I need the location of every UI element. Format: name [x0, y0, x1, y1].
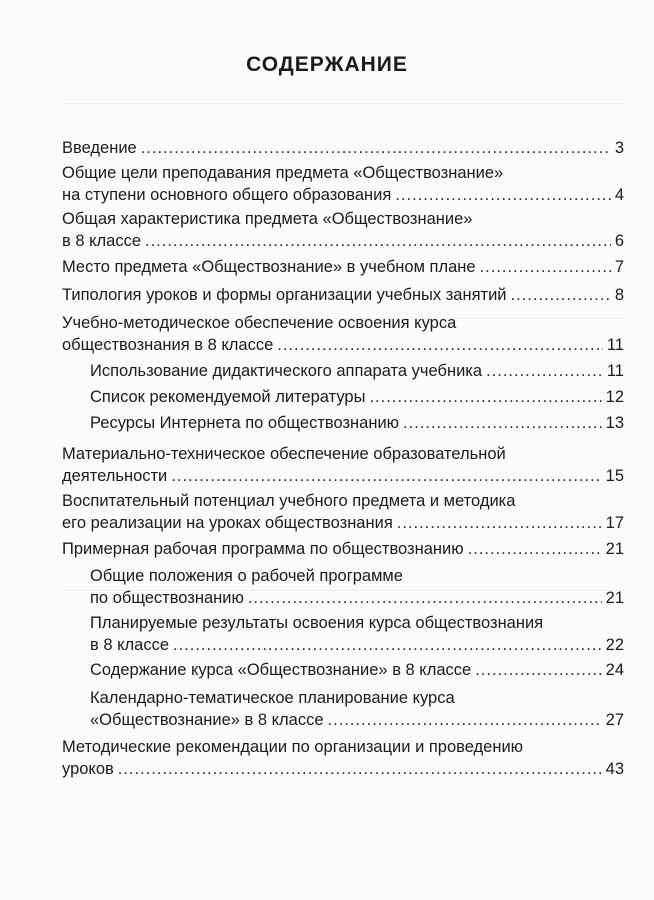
toc-page-number: 12	[605, 388, 624, 406]
toc-page-number: 15	[605, 467, 624, 485]
toc-entry-text: Материально-техническое обеспечение образовательной	[62, 445, 506, 463]
bleed-line	[62, 103, 624, 104]
toc-entry-text: в 8 классе	[90, 636, 169, 654]
leader-dots	[475, 659, 601, 681]
page-title: СОДЕРЖАНИЕ	[246, 53, 408, 76]
toc-page-number: 13	[605, 414, 624, 432]
toc-entry[interactable]	[62, 137, 624, 159]
toc-entry-text: Планируемые результаты освоения курса обществознания	[90, 614, 544, 632]
leader-dots	[397, 512, 602, 534]
leader-dots	[328, 709, 602, 731]
toc-page-number: 21	[605, 589, 624, 607]
toc-subentry[interactable]	[90, 360, 624, 382]
toc-page-number: 43	[605, 760, 624, 778]
toc-entry[interactable]	[62, 736, 624, 780]
toc-page-number: 4	[614, 186, 624, 204]
toc-entry-text: Примерная рабочая программа по обществознанию	[62, 540, 464, 558]
toc-entry[interactable]	[62, 256, 624, 278]
leader-dots	[141, 137, 611, 159]
leader-dots	[486, 360, 603, 382]
toc-subentry[interactable]	[90, 612, 624, 656]
leader-dots	[277, 334, 603, 356]
toc-entry-text: обществознания в 8 классе	[62, 336, 274, 354]
toc-entry-text: Календарно-тематическое планирование курса	[90, 689, 455, 707]
leader-dots	[248, 587, 602, 609]
leader-dots	[468, 538, 602, 560]
toc-page-number: 11	[606, 362, 624, 380]
toc-entry-text: Использование дидактического аппарата учебника	[90, 362, 483, 380]
toc-entry-text: его реализации на уроках обществознания	[62, 514, 393, 532]
leader-dots	[395, 184, 611, 206]
toc-page-number: 17	[605, 514, 624, 532]
toc-entry-text: Место предмета «Обществознание» в учебном плане	[62, 258, 476, 276]
toc-page-number: 7	[614, 258, 624, 276]
toc-entry-text: уроков	[62, 760, 114, 778]
toc-entry-text: Список рекомендуемой литературы	[90, 388, 366, 406]
toc-entry-text: деятельности	[62, 467, 168, 485]
toc-entry-text: на ступени основного общего образования	[62, 186, 392, 204]
toc-entry[interactable]	[62, 284, 624, 306]
toc-entry-text: Ресурсы Интернета по обществознанию	[90, 414, 400, 432]
toc-subentry[interactable]	[90, 659, 624, 681]
toc-entry[interactable]	[62, 312, 624, 356]
leader-dots	[369, 386, 601, 408]
toc-entry-text: Методические рекомендации по организации и проведению	[62, 738, 524, 756]
leader-dots	[145, 230, 611, 252]
leader-dots	[118, 758, 602, 780]
toc-entry-text: Воспитательный потенциал учебного предмета и методика	[62, 492, 516, 510]
leader-dots	[171, 465, 601, 487]
toc-entry-text: Учебно-методическое обеспечение освоения курса	[62, 314, 457, 332]
toc-entry[interactable]	[62, 443, 624, 487]
toc-entry[interactable]	[62, 208, 624, 252]
leader-dots	[173, 634, 602, 656]
toc-page-number: 24	[605, 661, 624, 679]
toc-page-number: 3	[614, 139, 624, 157]
toc-page-number: 8	[614, 286, 624, 304]
toc-entry-text: Общая характеристика предмета «Обществознание»	[62, 210, 473, 228]
toc-entry-text: Введение	[62, 139, 137, 157]
toc-entry-text: Общие положения о рабочей программе	[90, 567, 403, 585]
leader-dots	[511, 284, 611, 306]
toc-entry[interactable]	[62, 162, 624, 206]
toc-page-number: 6	[614, 232, 624, 250]
toc-entry-text: Типология уроков и формы организации учебных занятий	[62, 286, 507, 304]
toc-entry-text: в 8 классе	[62, 232, 141, 250]
toc-subentry[interactable]	[90, 687, 624, 731]
leader-dots	[480, 256, 611, 278]
toc-page-number: 22	[605, 636, 624, 654]
toc-entry[interactable]	[62, 490, 624, 534]
toc-page-number: 27	[605, 711, 624, 729]
leader-dots	[403, 412, 602, 434]
toc-page-number: 11	[606, 336, 624, 354]
toc-entry-text: по обществознанию	[90, 589, 244, 607]
toc-entry-text: Содержание курса «Обществознание» в 8 классе	[90, 661, 472, 679]
toc-subentry[interactable]	[90, 412, 624, 434]
toc-subentry[interactable]	[90, 386, 624, 408]
toc-entry[interactable]	[62, 538, 624, 560]
toc-subentry[interactable]	[90, 565, 624, 609]
toc-entry-text: «Обществознание» в 8 классе	[90, 711, 324, 729]
toc-entry-text: Общие цели преподавания предмета «Обществознание»	[62, 164, 504, 182]
toc-page-number: 21	[605, 540, 624, 558]
